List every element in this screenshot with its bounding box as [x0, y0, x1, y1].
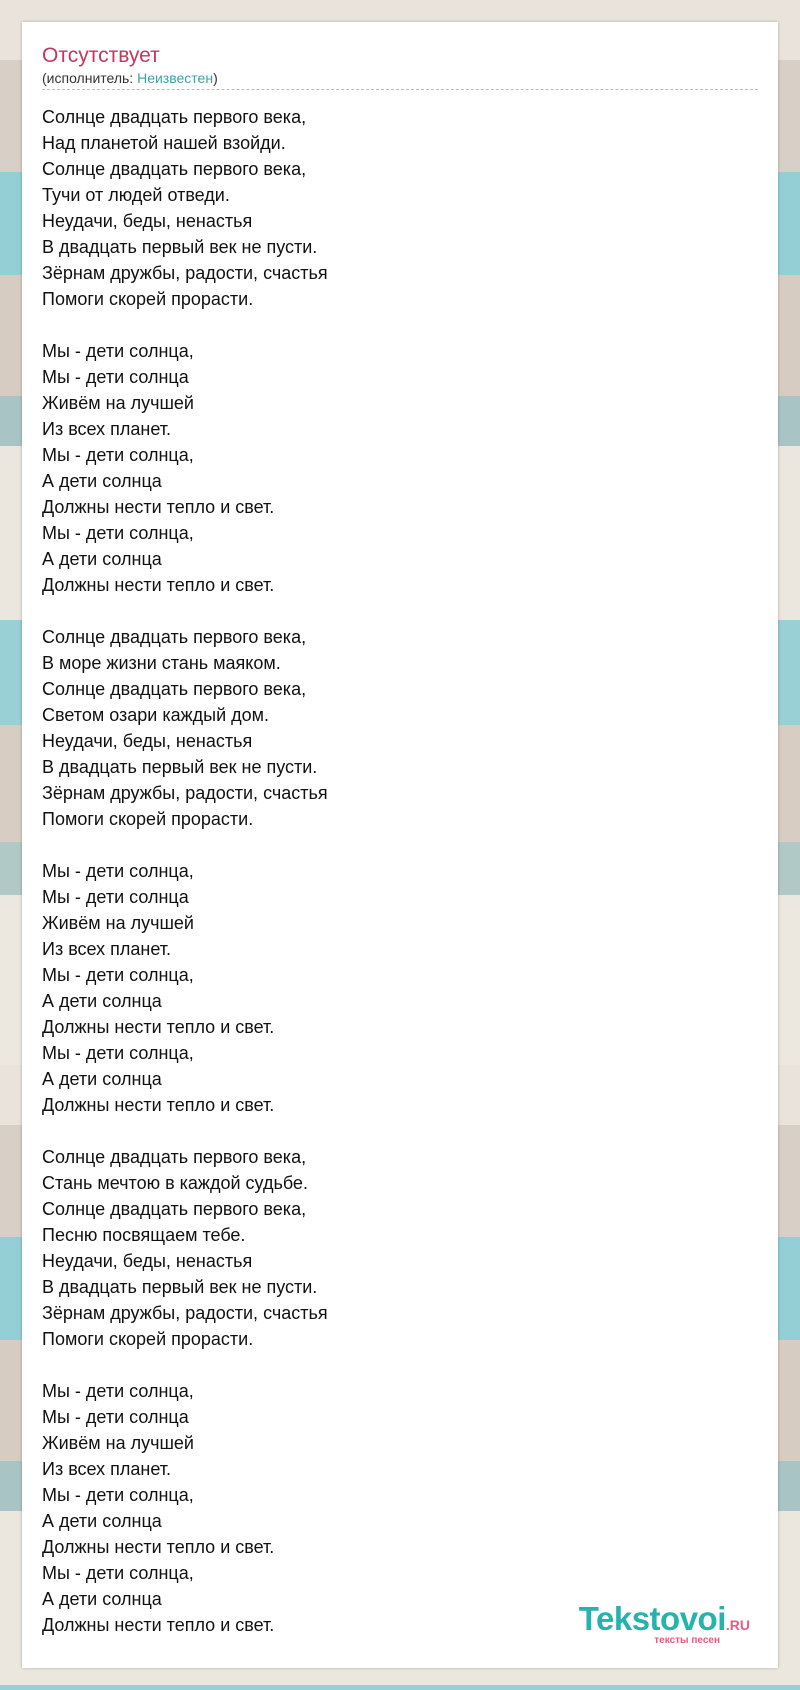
lyric-line: Мы - дети солнца,: [42, 1563, 194, 1583]
lyric-line: В двадцать первый век не пусти.: [42, 1277, 318, 1297]
lyric-line: Живём на лучшей: [42, 393, 194, 413]
site-logo[interactable]: [579, 1602, 750, 1646]
song-header: [42, 43, 758, 90]
lyric-line: Светом озари каждый дом.: [42, 705, 270, 725]
lyric-line: Песню посвящаем тебе.: [42, 1225, 246, 1245]
artist-prefix: (исполнитель:: [42, 70, 138, 86]
stanza-gap: [42, 598, 758, 624]
lyric-line: Солнце двадцать первого века,: [42, 159, 307, 179]
logo-wordmark: [579, 1602, 750, 1636]
lyric-line: Из всех планет.: [42, 939, 172, 959]
lyric-line: Из всех планет.: [42, 419, 172, 439]
stanza-gap: [42, 832, 758, 858]
lyric-line: Помоги скорей прорасти.: [42, 1329, 254, 1349]
lyric-line: В двадцать первый век не пусти.: [42, 237, 318, 257]
lyric-line: Мы - дети солнца,: [42, 965, 194, 985]
lyric-line: Живём на лучшей: [42, 913, 194, 933]
lyric-line: Мы - дети солнца,: [42, 523, 194, 543]
lyric-line: Мы - дети солнца,: [42, 1485, 194, 1505]
lyric-line: Солнце двадцать первого века,: [42, 627, 307, 647]
lyric-line: Мы - дети солнца: [42, 887, 189, 907]
lyric-line: Солнце двадцать первого века,: [42, 1199, 307, 1219]
logo-subtitle: тексты песен: [654, 1635, 720, 1646]
lyric-line: А дети солнца: [42, 1589, 162, 1609]
lyric-line: А дети солнца: [42, 1069, 162, 1089]
lyric-line: Должны нести тепло и свет.: [42, 1615, 275, 1635]
lyric-line: В море жизни стань маяком.: [42, 653, 281, 673]
lyric-line: Должны нести тепло и свет.: [42, 1537, 275, 1557]
lyric-line: Зёрнам дружбы, радости, счастья: [42, 1303, 328, 1323]
lyric-line: Тучи от людей отведи.: [42, 185, 230, 205]
lyric-line: Помоги скорей прорасти.: [42, 289, 254, 309]
lyric-line: Помоги скорей прорасти.: [42, 809, 254, 829]
lyric-line: А дети солнца: [42, 471, 162, 491]
lyric-line: Неудачи, беды, ненастья: [42, 211, 253, 231]
lyric-line: Мы - дети солнца,: [42, 341, 194, 361]
lyric-line: Мы - дети солнца,: [42, 445, 194, 465]
artist-line: [42, 69, 758, 90]
lyric-line: А дети солнца: [42, 1511, 162, 1531]
lyric-line: Должны нести тепло и свет.: [42, 1017, 275, 1037]
lyric-line: Должны нести тепло и свет.: [42, 575, 275, 595]
logo-tld: .RU: [725, 1617, 750, 1633]
lyrics-text: [42, 104, 758, 1638]
lyric-line: Стань мечтою в каждой судьбе.: [42, 1173, 308, 1193]
lyrics-card: [22, 22, 778, 1668]
lyric-line: Солнце двадцать первого века,: [42, 679, 307, 699]
artist-suffix: ): [213, 70, 218, 86]
song-title: Отсутствует: [42, 44, 160, 67]
stanza-gap: [42, 1352, 758, 1378]
lyric-line: Из всех планет.: [42, 1459, 172, 1479]
lyric-line: Неудачи, беды, ненастья: [42, 731, 253, 751]
lyric-line: Должны нести тепло и свет.: [42, 1095, 275, 1115]
lyric-line: Мы - дети солнца,: [42, 1381, 194, 1401]
lyric-line: А дети солнца: [42, 991, 162, 1011]
logo-main-text: Tekstovoi: [578, 1600, 726, 1637]
lyric-line: Мы - дети солнца: [42, 1407, 189, 1427]
lyric-line: Над планетой нашей взойди.: [42, 133, 286, 153]
lyric-line: Мы - дети солнца: [42, 367, 189, 387]
lyric-line: Солнце двадцать первого века,: [42, 107, 307, 127]
lyric-line: Должны нести тепло и свет.: [42, 497, 275, 517]
artist-link[interactable]: Неизвестен: [137, 70, 214, 86]
stanza-gap: [42, 1118, 758, 1144]
lyric-line: А дети солнца: [42, 549, 162, 569]
lyric-line: В двадцать первый век не пусти.: [42, 757, 318, 777]
lyric-line: Неудачи, беды, ненастья: [42, 1251, 253, 1271]
lyric-line: Мы - дети солнца,: [42, 1043, 194, 1063]
lyric-line: Мы - дети солнца,: [42, 861, 194, 881]
stanza-gap: [42, 312, 758, 338]
lyric-line: Живём на лучшей: [42, 1433, 194, 1453]
lyric-line: Солнце двадцать первого века,: [42, 1147, 307, 1167]
lyric-line: Зёрнам дружбы, радости, счастья: [42, 783, 328, 803]
lyric-line: Зёрнам дружбы, радости, счастья: [42, 263, 328, 283]
